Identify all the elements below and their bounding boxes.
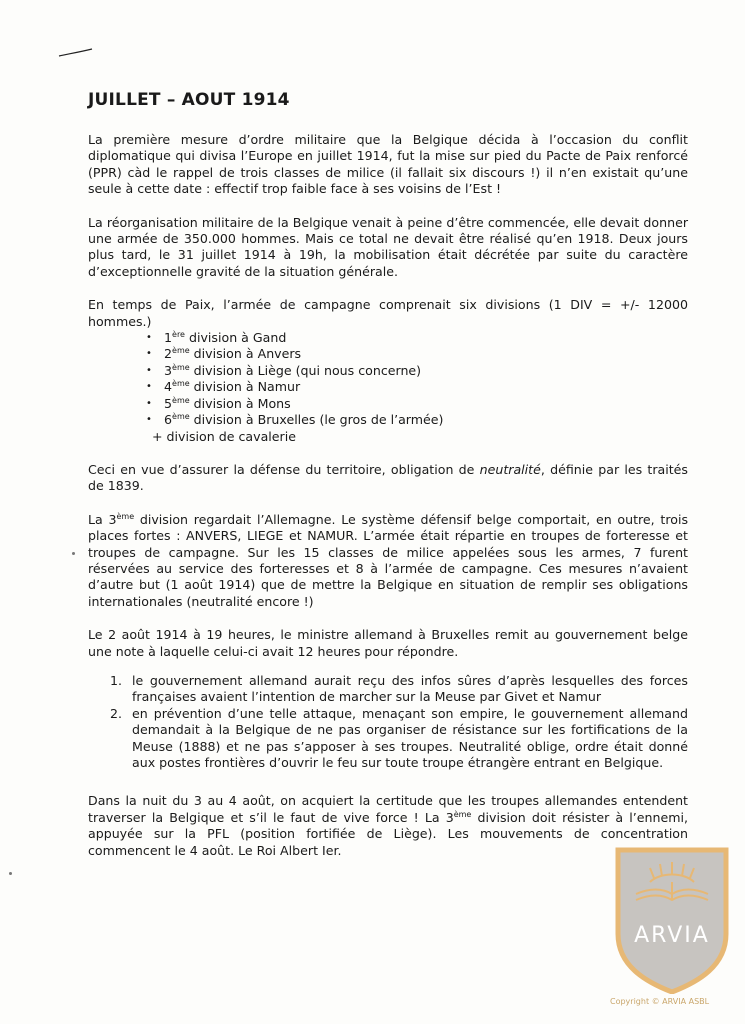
ultimatum-list: [88, 673, 688, 771]
arvia-shield-logo: [610, 842, 734, 994]
list-item: • 2ème division à Anvers: [146, 346, 688, 362]
cavalry-item: + division de cavalerie: [152, 428, 296, 444]
list-item: • 5ème division à Mons: [146, 396, 688, 412]
paragraph-4: Ceci en vue d’assurer la défense du territoire, obligation de neutralité, définie par les traités de 1839.: [88, 461, 688, 494]
paragraph-3: En temps de Paix, l’armée de campagne comprenait six divisions (1 DIV = +/- 12000 hommes.): [88, 297, 688, 329]
paragraph-7: Dans la nuit du 3 au 4 août, on acquiert la certitude que les troupes allemandes entendent traverser la Belgique et s’il le faut de vive force ! La 3ème division doit résister à l’ennemi, appuyée sur la PFL (position fortifiée de Liège). Les mouvements de concentration commencent le 4 août. Le Roi Albert Ier.: [88, 793, 688, 858]
paragraph-2: La réorganisation militaire de la Belgique venait à peine d’être commencée, elle devait donner une armée de 350.000 hommes. Mais ce total ne devait être réalisé qu’en 1918. Deux jours plus tard, le 31 juillet 1914 à 19h, la mobilisation était décrétée par suite du caractère d’exceptionnelle gravité de la situation générale.: [88, 214, 688, 279]
list-item: • 6ème division à Bruxelles (le gros de l’armée): [146, 412, 688, 428]
list-item: 1. le gouvernement allemand aurait reçu des infos sûres d’après lesquelles des forces françaises avaient l’intention de marcher sur la Meuse par Givet et Namur: [126, 673, 688, 706]
list-item: • 3ème division à Liège (qui nous concerne): [146, 363, 688, 379]
page-title: JUILLET – AOUT 1914: [88, 90, 290, 110]
document-body: [88, 90, 688, 876]
copyright-note: Copyright © ARVIA ASBL: [610, 997, 710, 1006]
speck: [72, 552, 75, 555]
list-item: • 4ème division à Namur: [146, 379, 688, 395]
paragraph-5: La 3ème division regardait l’Allemagne. Le système défensif belge comportait, en outre, trois places fortes : ANVERS, LIEGE et NAMUR. L’armée était répartie en troupes de forteresse et troupes de campagne. Sur les 15 classes de milice appelées sous les armes, 7 furent réservées au service des forteresses et 8 à l’armée de campagne. Ces mesures n’avaient d’autre but (1 août 1914) que de mettre la Belgique en situation de remplir ses obligations internationales (neutralité encore !): [88, 511, 689, 609]
paragraph-1: La première mesure d’ordre militaire que la Belgique décida à l’occasion du conflit diplomatique qui divisa l’Europe en juillet 1914, fut la mise sur pied du Pacte de Paix renforcé (PPR) càd le rappel de trois classes de milice (il fallait six discours !) il n’en existait qu’une seule à cette date : effectif trop faible face à ses voisins de l’Est !: [88, 132, 688, 197]
paragraph-6: Le 2 août 1914 à 19 heures, le ministre allemand à Bruxelles remit au gouvernement belge une note à laquelle celui-ci avait 12 heures pour répondre.: [88, 627, 688, 659]
logo-text: ARVIA: [634, 923, 710, 948]
speck: [9, 872, 12, 875]
list-item: 2. en prévention d’une telle attaque, menaçant son empire, le gouvernement allemand demandait à la Belgique de ne pas organiser de résistance sur les fortifications de la Meuse (1888) et ne pas s’apposer à ses troupes. Neutralité oblige, ordre était donné aux postes frontières d’ouvrir le feu sur toute troupe étrangère entrant en Belgique.: [126, 706, 688, 772]
pen-mark: [58, 48, 94, 58]
division-list: [88, 330, 688, 445]
list-item: • 1ère division à Gand: [146, 330, 688, 346]
